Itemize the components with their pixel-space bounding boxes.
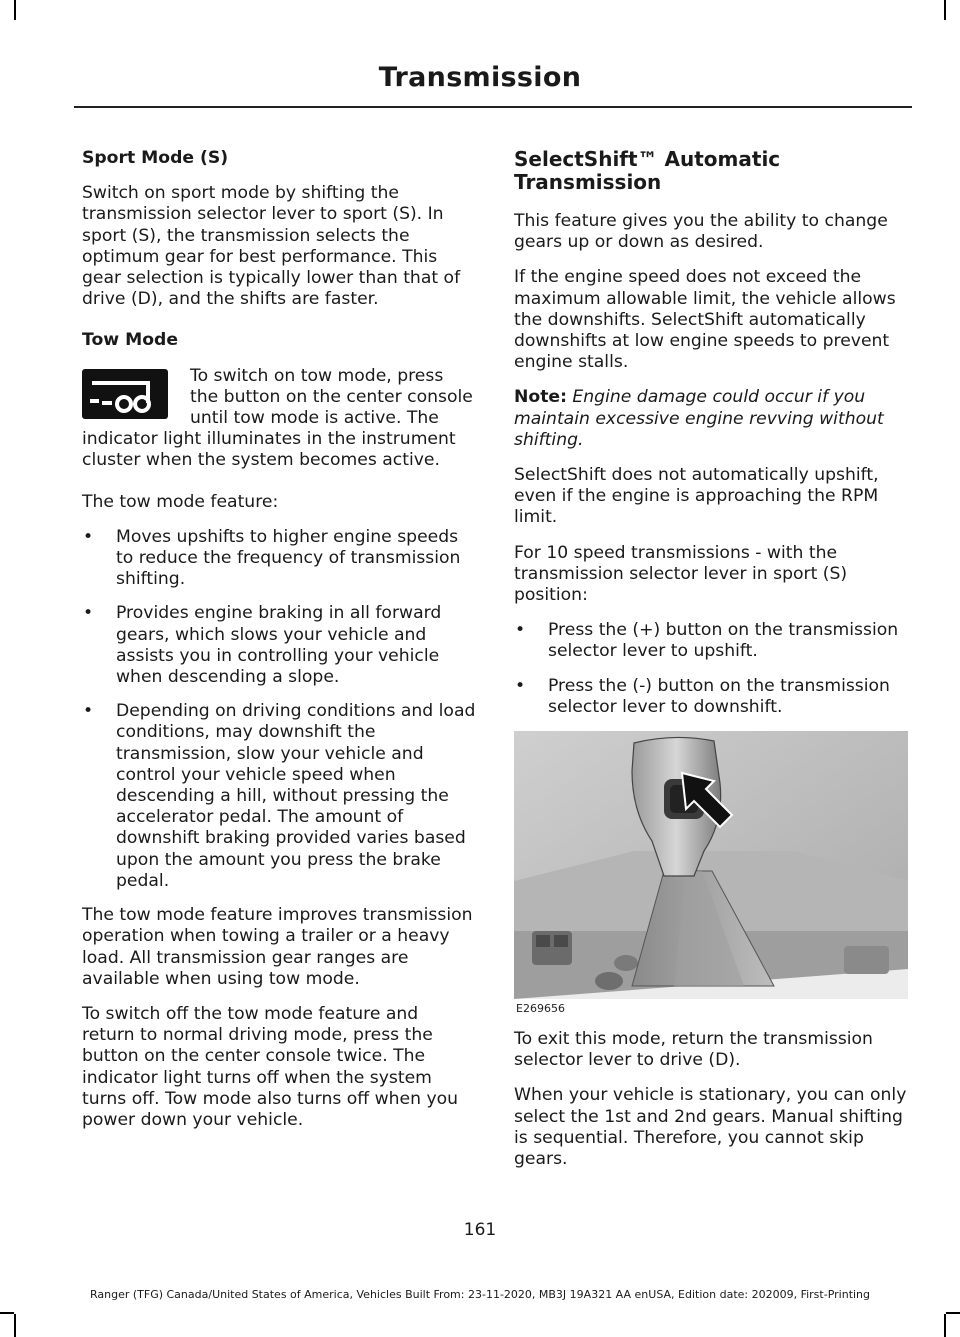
left-column — [82, 148, 476, 1145]
list-item: • Moves upshifts to higher engine speeds to reduce the frequency of transmission shifting. — [82, 527, 476, 591]
gear-selector-illustration — [514, 731, 908, 1015]
crop-mark — [944, 1314, 946, 1337]
tow-mode-heading: Tow Mode — [82, 330, 178, 351]
selectshift-p5: To exit this mode, return the transmission selector lever to drive (D). — [514, 1029, 873, 1071]
selectshift-note — [514, 387, 908, 451]
tow-mode-improves: The tow mode feature improves transmission operation when towing a trailer or a heavy load. All transmission gear ranges are available when using tow mode. — [82, 905, 473, 989]
selectshift-heading: SelectShift™ Automatic Transmission — [514, 147, 781, 194]
selectshift-p1: This feature gives you the ability to change gears up or down as desired. — [514, 211, 888, 253]
selectshift-p3: SelectShift does not automatically upshift, even if the engine is approaching the RPM limit. — [514, 465, 879, 528]
tow-mode-intro: To switch on tow mode, press the button on the center console until tow mode is active. The indicator light illuminates in the instrument cluster when the system becomes active. — [82, 365, 473, 471]
gear-selector-figure — [514, 731, 908, 1015]
tow-mode-switch-off: To switch off the tow mode feature and return to normal driving mode, press the button on the center console twice. The indicator light turns off when the system turns off. Tow mode also turns off when you power down your vehicle. — [82, 1003, 459, 1130]
crop-mark — [946, 1312, 960, 1314]
crop-mark — [944, 0, 946, 20]
sport-mode-heading: Sport Mode (S) — [82, 148, 229, 168]
figure-code: E269656 — [516, 1002, 565, 1016]
note-text: Engine damage could occur if you maintain excessive engine revving without shifting. — [514, 387, 884, 450]
list-item: • Press the (+) button on the transmission selector lever to upshift. — [514, 620, 908, 662]
selectshift-p2: If the engine speed does not exceed the maximum allowable limit, the vehicle allows the downshifts. SelectShift automatically downshifts at low engine speeds to prevent engine stalls. — [514, 267, 896, 373]
tow-feature-lead: The tow mode feature: — [82, 491, 279, 512]
selectshift-p6: When your vehicle is stationary, you can only select the 1st and 2nd gears. Manual shifting is sequential. Therefore, you cannot skip gears. — [514, 1085, 907, 1170]
list-item: • Provides engine braking in all forward gears, which slows your vehicle and assists you in controlling your vehicle when descending a slope. — [82, 603, 476, 688]
page-title: Transmission — [378, 62, 582, 93]
right-column — [514, 148, 908, 1184]
footer-text: Ranger (TFG) Canada/United States of America, Vehicles Built From: 23-11-2020, MB3J 19A321 AA enUSA, Edition date: 202009, First-Printing — [89, 1288, 871, 1301]
tow-feature-list — [82, 527, 476, 892]
header-rule — [74, 106, 912, 108]
list-item: • Press the (-) button on the transmission selector lever to downshift. — [514, 676, 908, 718]
selectshift-bullets — [514, 620, 908, 718]
selectshift-p4: For 10 speed transmissions - with the transmission selector lever in sport (S) position: — [514, 542, 848, 606]
tow-mode-icon — [82, 369, 168, 419]
crop-mark — [14, 1314, 16, 1337]
page-number: 161 — [463, 1220, 497, 1240]
crop-mark — [14, 0, 16, 20]
note-label: Note: — [514, 387, 567, 408]
crop-mark — [0, 1312, 14, 1314]
sport-mode-body: Switch on sport mode by shifting the transmission selector lever to sport (S). In sport (S), the transmission selects the optimum gear for best performance. This gear selection is typically lower than that of drive (D), and the shifts are faster. — [82, 183, 461, 310]
list-item: • Depending on driving conditions and load conditions, may downshift the transmission, slow your vehicle and control your vehicle speed when descending a hill, without pressing the accelerator pedal. The amount of downshift braking provided varies based upon the amount you press the brake pedal. — [82, 701, 476, 892]
tow-mode-intro-block — [82, 366, 476, 472]
